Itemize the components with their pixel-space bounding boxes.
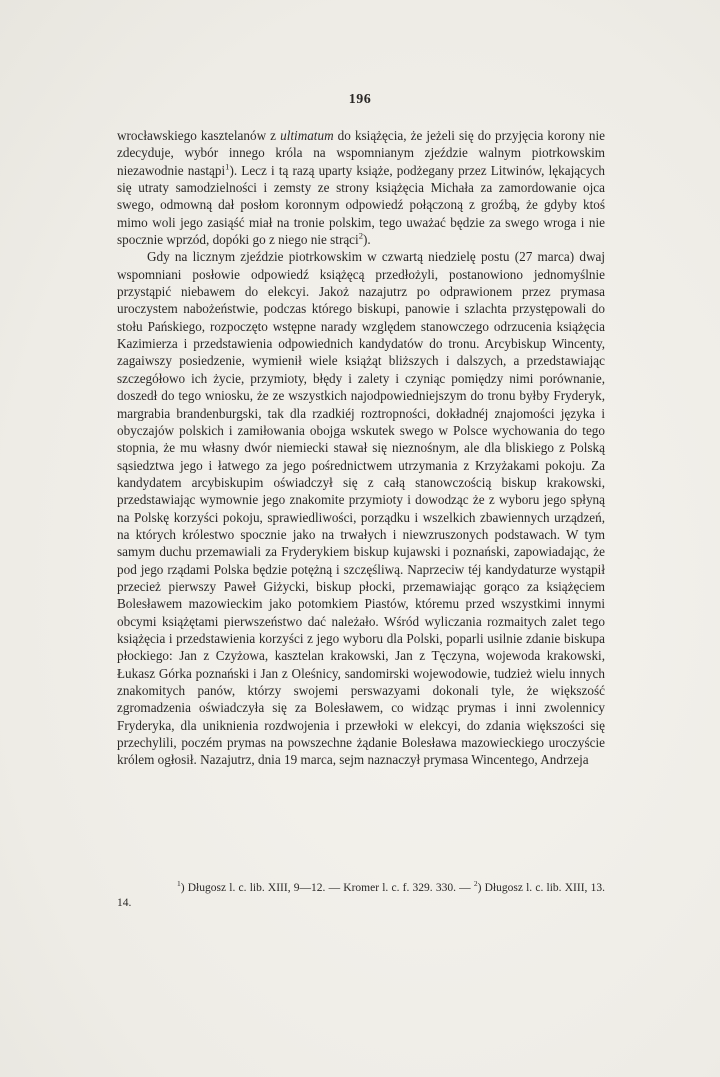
footnote-ref-1: 1	[225, 161, 230, 172]
paragraph-2: Gdy na licznym zjeździe piotrkowskim w czwartą niedzielę postu (27 marca) dwaj wspomniani posłowie odpowiedź książęcą przedłożyli, postanowiono jednomyślnie przystąpić niebawem do elekcyi. Jakoż nazajutrz po odprawionem przez prymasa uroczystem nabożeństwie, podczas którego biskupi, panowie i szlachta przystępowali do stołu Pańskiego, rozpoczęto wstępne narady względem stanowczego odrzucenia książęcia Kazimierza i przedstawienia odpowiednich kandydatów do tronu. Arcybiskup Wincenty, zagaiwszy posiedzenie, wymienił wiele książąt bliższych i dalszych, a przedstawiając szczegółowo ich życie, przymioty, błędy i zalety i czyniąc pomiędzy nimi porównanie, doszedł do tego wniosku, że ze wszystkich najodpowiedniejszym do tronu byłby Fryderyk, margrabia brandenburgski, tak dla rzadkiéj roztropności, dokładnéj znajomości języka i obyczajów polskich i zamiłowania obojga wskutek swego w Polsce wychowania do tego stopnia, że mu własny dwór niemiecki stawał się nieznośnym, ale dla bliskiego z Polską sąsiedztwa jego i łatwego za jego pośrednictwem utrzymania z Krzyżakami pokoju. Za kandydatem arcybiskupim oświadczył się z całą stanowczością biskup krakowski, przedstawiając wymownie jego znakomite przymioty i dowodząc że z wyboru jego spłyną na Polskę korzyści pokoju, sprawiedliwości, porządku i wszelkich zbawiennych urządzeń, na których królestwo spocznie jako na trwałych i niewzruszonych podstawach. W tym samym duchu przemawiali za Fryderykiem biskup kujawski i poznański, zapowiadając, że pod jego rządami Polska będzie potężną i szczęśliwą. Naprzeciw téj kandydaturze wystąpił przecież pierwszy Paweł Giżycki, biskup płocki, przemawiając gorąco za książęciem Bolesławem mazowieckim jako potomkiem Piastów, któremu przed wszystkimi innymi obcymi książętami pierwszeństwo dać należało. Wśród wyliczania rozmaitych zalet tego książęcia i przedstawienia korzyści z jego wyboru dla Polski, poparli usilnie zdanie biskupa płockiego: Jan z Czyżowa, kasztelan krakowski, Jan z Tęczyna, wojewoda krakowski, Łukasz Górka poznański i Jan z Oleśnicy, sandomirski wojewodowie, tudzież wielu innych znakomitych panów, którzy swojemi perswazyami dokonali tyle, że większość zgromadzenia oświadczyła się za Bolesławem, co widząc prymas i inni zwolennicy Fryderyka, dla uniknienia rozdwojenia i przewłoki w elekcyi, do zdania większości się przechylili, poczém prymas na powszechne żądanie Bolesława mazowieckiego uroczyście królem ogłosił. Nazajutrz, dnia 19 marca, sejm naznaczył prymasa Wincentego, Andrzeja	[117, 249, 605, 768]
italic-term: ultimatum	[280, 128, 334, 143]
footnote-2-text: ) Długosz l. c. lib. XIII, 13. 14.	[117, 882, 605, 909]
footnote-marker-2: 2	[473, 879, 478, 889]
footnote-ref-2: 2	[358, 230, 363, 241]
page-number: 196	[348, 92, 372, 107]
paragraph-1-part-b: do książęcia, że jeżeli się do przyjęcia korony nie zdecyduje, wybór innego króla na wspomnianym zjeździe walnym piotrkowskim niezawodnie nastąpi	[117, 128, 605, 178]
footnote-1-text: ) Długosz l. c. lib. XIII, 9—12. — Kromer l. c. f. 329. 330. —	[180, 882, 474, 894]
footnote-marker-1: 1	[177, 879, 181, 889]
body-text	[117, 127, 605, 769]
paragraph-1-part-a: wrocławskiego kasztelanów z	[117, 128, 281, 143]
paragraph-1-part-c: ). Lecz i tą razą uparty książe, podżegany przez Litwinów, lękających się utraty samodzielności i zemsty ze strony książęcia Michała za zamordowanie ojca swego, odmowną dał posłom koronnym odpowiedź połączoną z groźbą, że gdyby ktoś mimo woli jego zasiąść miał na tronie polskim, tego uważać będzie za swego wroga i nie spocznie wprzód, dopóki go z niego nie strąci	[117, 162, 605, 248]
footnote-line	[117, 881, 605, 910]
paragraph-1	[117, 127, 605, 248]
paragraph-1-part-d: ).	[363, 232, 371, 248]
footnotes	[117, 881, 605, 910]
